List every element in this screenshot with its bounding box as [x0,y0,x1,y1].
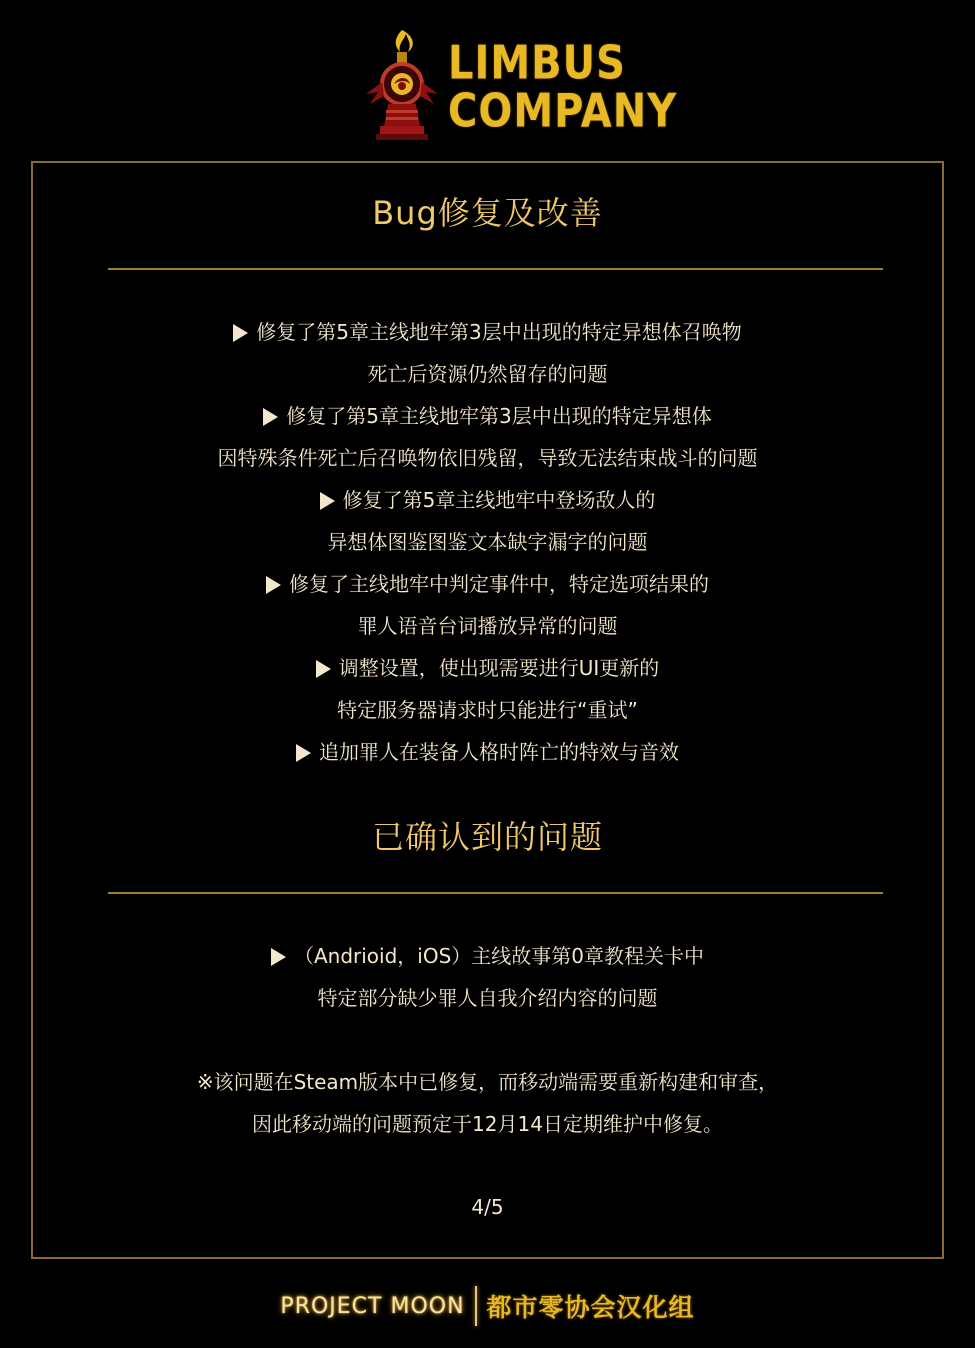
project-moon-logo: PROJECT MOON [280,1293,465,1319]
list-item-text: 追加罪人在装备人格时阵亡的特效与音效 [319,740,679,764]
list-item-text: 死亡后资源仍然留存的问题 [367,362,608,386]
limbus-company-logo [364,26,678,142]
train-emblem-icon [364,26,442,142]
footer-divider [475,1286,477,1326]
list-item [33,647,942,731]
triangle-bullet-icon [316,660,331,678]
logo-word-limbus: LIMBUS [448,36,626,90]
list-item-text: 调整设置，使出现需要进行UI更新的 [338,656,660,680]
list-item [33,731,942,773]
triangle-bullet-icon [296,744,311,762]
list-item-text: 修复了第5章主线地牢中登场敌人的 [342,488,656,512]
section-title-known-issues: 已确认到的问题 [371,818,603,856]
triangle-bullet-icon [266,576,281,594]
list-item-text: 修复了第5章主线地牢第3层中出现的特定异想体召唤物 [256,320,742,344]
note-text: 因此移动端的问题预定于12月14日定期维护中修复。 [252,1112,723,1136]
section-divider [108,268,883,270]
footer [0,1284,975,1328]
triangle-bullet-icon [233,324,248,342]
triangle-bullet-icon [271,948,286,966]
list-item-text: 罪人语音台词播放异常的问题 [357,614,618,638]
section-title-bugfix: Bug修复及改善 [372,194,603,232]
list-item [33,479,942,563]
content-frame [31,161,944,1259]
section-divider [108,892,883,894]
bugfix-list [33,311,942,773]
list-item [33,311,942,395]
page-indicator: 4/5 [471,1195,504,1219]
list-item-text: 特定部分缺少罪人自我介绍内容的问题 [317,986,658,1010]
triangle-bullet-icon [263,408,278,426]
list-item-text: 修复了第5章主线地牢第3层中出现的特定异想体 [286,404,712,428]
triangle-bullet-icon [320,492,335,510]
list-item [33,563,942,647]
list-item [33,935,942,1019]
list-item-text: 因特殊条件死亡后召唤物依旧残留，导致无法结束战斗的问题 [217,446,758,470]
fix-schedule-note [33,1061,942,1145]
list-item-text: 异想体图鉴图鉴文本缺字漏字的问题 [327,530,648,554]
logo-word-company: COMPANY [448,84,678,138]
list-item-text: 修复了主线地牢中判定事件中，特定选项结果的 [289,572,709,596]
list-item [33,395,942,479]
note-text: ※该问题在Steam版本中已修复，而移动端需要重新构建和审查， [196,1070,779,1094]
list-item-text: 特定服务器请求时只能进行“重试” [337,698,638,722]
known-issues-list [33,935,942,1019]
list-item-text: （Andrioid，iOS）主线故事第0章教程关卡中 [293,944,705,968]
translation-group-logo: 都市零协会汉化组 [486,1293,695,1322]
